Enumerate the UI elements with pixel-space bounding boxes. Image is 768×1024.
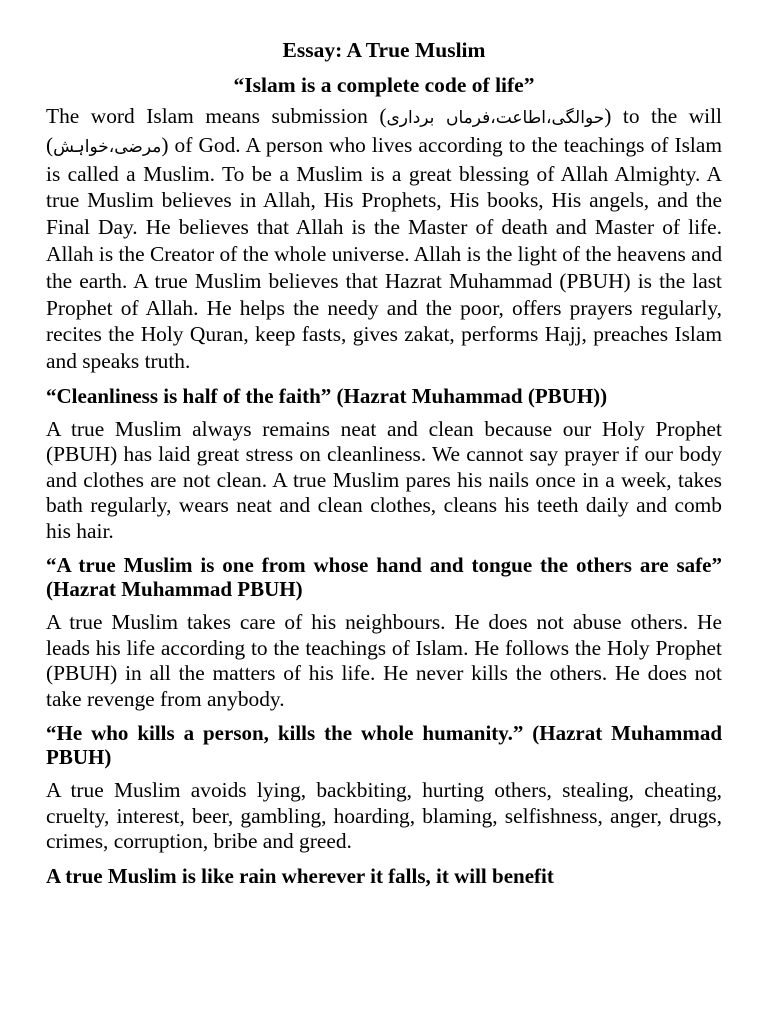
heading-hand-and-tongue: “A true Muslim is one from whose hand and tongue the others are safe” (Hazrat Muhammad PBUH)	[46, 553, 722, 602]
paragraph-1-part-1: The word Islam means submission (	[46, 104, 387, 128]
heading-humanity: “He who kills a person, kills the whole humanity.” (Hazrat Muhammad PBUH)	[46, 721, 722, 770]
intro-quote: “Islam is a complete code of life”	[233, 73, 535, 97]
urdu-text-2: مرضی،خواہش	[53, 136, 162, 157]
paragraph-2: A true Muslim always remains neat and clean because our Holy Prophet (PBUH) has laid great stress on cleanliness. We cannot say prayer if our body and clothes are not clean. A true Muslim pares his nails once in a week, takes bath regularly, wears neat and clean clothes, cleans his teeth daily and comb his hair.	[46, 416, 722, 543]
paragraph-3: A true Muslim takes care of his neighbours. He does not abuse others. He leads his life according to the teachings of Islam. He follows the Holy Prophet (PBUH) in all the matters of his life. He never kills the others. He does not take revenge from anybody.	[46, 610, 722, 711]
urdu-text-1: حوالگی،اطاعت،فرماں برداری	[386, 108, 605, 128]
heading-rain: A true Muslim is like rain wherever it falls, it will benefit	[46, 863, 554, 888]
paragraph-1-part-3: ) of God. A person who lives according to the teachings of Islam is called a Muslim. To be a Muslim is a great blessing of Allah Almighty. A true Muslim believes in Allah, His Prophets, His books, His angels, and the Final Day. He believes that Allah is the Master of death and Master of life. Allah is the Creator of the whole universe. Allah is the light of the heavens and the earth. A true Muslim believes that Hazrat Muhammad (PBUH) is the last Prophet of Allah. He helps the needy and the poor, offers prayers regularly, recites the Holy Quran, keep fasts, gives zakat, performs Hajj, preaches Islam and speaks truth.	[46, 132, 723, 374]
paragraph-1-part-2: ) to the will (	[46, 104, 722, 157]
paragraph-1	[46, 103, 722, 375]
essay-title: Essay: A True Muslim	[282, 38, 486, 62]
heading-cleanliness: “Cleanliness is half of the faith” (Hazrat Muhammad (PBUH))	[46, 383, 608, 408]
paragraph-4: A true Muslim avoids lying, backbiting, hurting others, stealing, cheating, cruelty, interest, beer, gambling, hoarding, blaming, selfishness, anger, drugs, crimes, corruption, bribe and greed.	[46, 778, 722, 854]
